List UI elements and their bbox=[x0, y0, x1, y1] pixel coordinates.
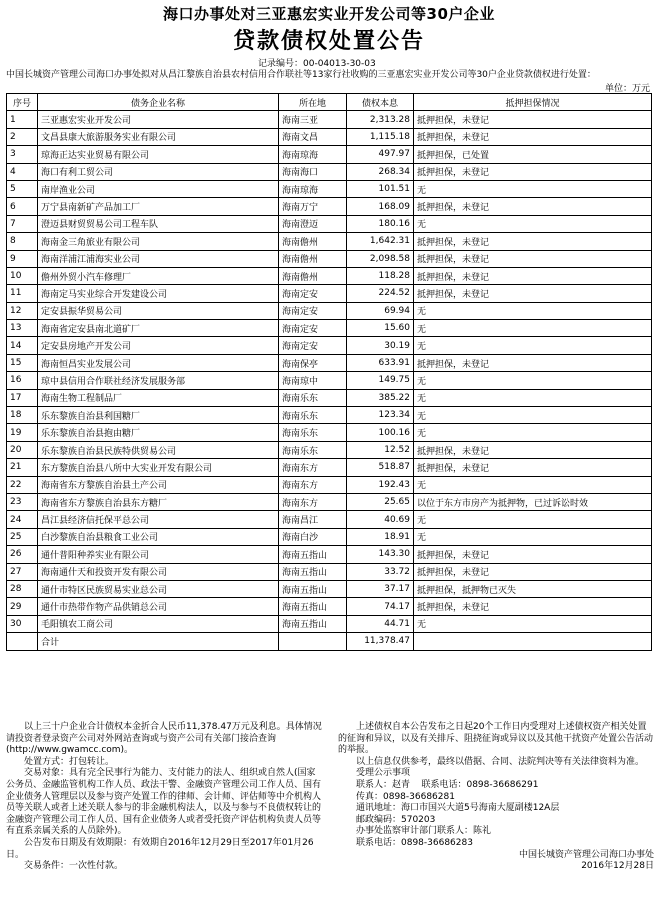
cell-index: 10 bbox=[7, 267, 38, 284]
cell-guarantee: 抵押担保，未登记 bbox=[414, 128, 652, 145]
cell-guarantee: 抵押担保，未登记 bbox=[414, 111, 652, 128]
header-index: 序号 bbox=[7, 94, 38, 111]
cell-amount: 192.43 bbox=[347, 476, 414, 493]
cell-location: 海南乐东 bbox=[279, 441, 347, 458]
cell-location: 海南儋州 bbox=[279, 267, 347, 284]
cell-amount: 2,098.58 bbox=[347, 250, 414, 267]
cell-guarantee: 以位于东方市房产为抵押物，已过诉讼时效 bbox=[414, 493, 652, 510]
table-row bbox=[7, 180, 652, 197]
total-row bbox=[7, 633, 652, 650]
total-value: 11,378.47 bbox=[347, 633, 414, 650]
cell-amount: 149.75 bbox=[347, 372, 414, 389]
cell-amount: 30.19 bbox=[347, 337, 414, 354]
table-row bbox=[7, 407, 652, 424]
cell-index: 24 bbox=[7, 511, 38, 528]
cell-guarantee: 抵押担保，未登记 bbox=[414, 267, 652, 284]
cell-guarantee: 抵押担保，未登记 bbox=[414, 563, 652, 580]
signature-org: 中国长城资产管理公司海口办事处 bbox=[518, 849, 654, 860]
signature-date: 2016年12月28日 bbox=[581, 861, 654, 872]
cell-amount: 268.34 bbox=[347, 163, 414, 180]
cell-location: 海南五指山 bbox=[279, 563, 347, 580]
cell-amount: 74.17 bbox=[347, 598, 414, 615]
cell-company: 乐东黎族自治县抱由糖厂 bbox=[38, 424, 279, 441]
cell-index: 28 bbox=[7, 580, 38, 597]
cell-amount: 143.30 bbox=[347, 546, 414, 563]
notice-paragraph: 公告发布日期及有效期限：有效期自2016年12月29日至2017年01月26日。 bbox=[6, 837, 314, 860]
cell-amount: 497.97 bbox=[347, 146, 414, 163]
cell-amount: 33.72 bbox=[347, 563, 414, 580]
unit-label: 单位：万元 bbox=[604, 84, 650, 94]
cell-amount: 18.91 bbox=[347, 528, 414, 545]
cell-company: 海南定马实业综合开发建设公司 bbox=[38, 285, 279, 302]
table-row bbox=[7, 302, 652, 319]
table-row bbox=[7, 285, 652, 302]
cell-guarantee: 抵押担保，未登记 bbox=[414, 598, 652, 615]
cell-index: 11 bbox=[7, 285, 38, 302]
table-row bbox=[7, 146, 652, 163]
notice-paragraph: 处置方式：打包转让。 bbox=[24, 756, 115, 767]
cell-company: 海南省东方黎族自治县东方糖厂 bbox=[38, 493, 279, 510]
cell-location: 海南乐东 bbox=[279, 407, 347, 424]
accept-label: 受理公示事项 bbox=[356, 768, 411, 779]
table-row bbox=[7, 372, 652, 389]
cell-index: 17 bbox=[7, 389, 38, 406]
cell-company: 通什市特区民族贸易实业总公司 bbox=[38, 580, 279, 597]
cell-guarantee: 抵押担保，未登记 bbox=[414, 198, 652, 215]
cell-guarantee: 抵押担保，未登记 bbox=[414, 285, 652, 302]
table-row bbox=[7, 511, 652, 528]
cell-index: 21 bbox=[7, 459, 38, 476]
cell-location: 海南文昌 bbox=[279, 128, 347, 145]
disclaimer-paragraph: 以上信息仅供参考，最终以借据、合同、法院判决等有关法律资料为准。 bbox=[356, 756, 645, 767]
cell-index: 8 bbox=[7, 233, 38, 250]
record-number: 记录编号：00-04013-30-03 bbox=[258, 59, 376, 69]
cell-company: 海南省东方黎族自治县土产公司 bbox=[38, 476, 279, 493]
cell-location: 海南琼海 bbox=[279, 146, 347, 163]
cell-index: 27 bbox=[7, 563, 38, 580]
cell-index: 19 bbox=[7, 424, 38, 441]
cell-location: 海南东方 bbox=[279, 476, 347, 493]
cell-index: 30 bbox=[7, 615, 38, 632]
cell-index: 20 bbox=[7, 441, 38, 458]
cell-location: 海南定安 bbox=[279, 337, 347, 354]
table-row bbox=[7, 337, 652, 354]
cell-index: 29 bbox=[7, 598, 38, 615]
table-row bbox=[7, 528, 652, 545]
cell-guarantee: 无 bbox=[414, 511, 652, 528]
cell-index: 25 bbox=[7, 528, 38, 545]
notice-paragraph: 以上三十户企业合计债权本金折合人民币11,378.47万元及利息。具体情况请投资者登录资产公司对外网站查询或与资产公司有关部门接洽查询(http://www.gwamcc.com)。 bbox=[6, 722, 322, 756]
cell-amount: 1,642.31 bbox=[347, 233, 414, 250]
cell-location: 海南儋州 bbox=[279, 233, 347, 250]
cell-index: 14 bbox=[7, 337, 38, 354]
cell-amount: 180.16 bbox=[347, 215, 414, 232]
cell-company: 昌江县经济信托保平总公司 bbox=[38, 511, 279, 528]
table-row bbox=[7, 424, 652, 441]
cell-company: 定安县房地产开发公司 bbox=[38, 337, 279, 354]
cell-amount: 224.52 bbox=[347, 285, 414, 302]
cell-company: 定安县振华贸易公司 bbox=[38, 302, 279, 319]
cell-index: 7 bbox=[7, 215, 38, 232]
cell-company: 儋州外贸小汽车修理厂 bbox=[38, 267, 279, 284]
cell-company: 通什普阳种养实业有限公司 bbox=[38, 546, 279, 563]
intro-paragraph: 中国长城资产管理公司海口办事处拟对从昌江黎族自治县农村信用合作联社等13家行社收购的三亚惠宏实业开发公司等30户企业贷款债权进行处置： bbox=[6, 70, 596, 80]
table-row bbox=[7, 598, 652, 615]
left-notice-column bbox=[6, 722, 322, 873]
cell-location: 海南乐东 bbox=[279, 424, 347, 441]
cell-index: 26 bbox=[7, 546, 38, 563]
table-row bbox=[7, 215, 652, 232]
cell-location: 海南五指山 bbox=[279, 546, 347, 563]
cell-company: 万宁县南新矿产品加工厂 bbox=[38, 198, 279, 215]
table-row bbox=[7, 250, 652, 267]
table-header-row bbox=[7, 94, 652, 111]
cell-index: 9 bbox=[7, 250, 38, 267]
cell-index: 3 bbox=[7, 146, 38, 163]
cell-guarantee: 无 bbox=[414, 528, 652, 545]
cell-amount: 2,313.28 bbox=[347, 111, 414, 128]
cell-index: 2 bbox=[7, 128, 38, 145]
header-company: 债务企业名称 bbox=[38, 94, 279, 111]
table-row bbox=[7, 163, 652, 180]
cell-index: 18 bbox=[7, 407, 38, 424]
cell-amount: 12.52 bbox=[347, 441, 414, 458]
cell-company: 东方黎族自治县八所中大实业开发有限公司 bbox=[38, 459, 279, 476]
table-row bbox=[7, 111, 652, 128]
table-row bbox=[7, 580, 652, 597]
cell-amount: 118.28 bbox=[347, 267, 414, 284]
cell-guarantee: 无 bbox=[414, 337, 652, 354]
cell-location: 海南定安 bbox=[279, 302, 347, 319]
cell-company: 澄迈县财贸贸易公司工程车队 bbox=[38, 215, 279, 232]
cell-guarantee: 抵押担保，未登记 bbox=[414, 163, 652, 180]
right-notice-column bbox=[338, 722, 654, 873]
table-row bbox=[7, 546, 652, 563]
cell-company: 琼海正达实业贸易有限公司 bbox=[38, 146, 279, 163]
cell-amount: 100.16 bbox=[347, 424, 414, 441]
cell-location: 海南白沙 bbox=[279, 528, 347, 545]
cell-index: 22 bbox=[7, 476, 38, 493]
postcode-line: 邮政编码：570203 bbox=[356, 814, 436, 825]
header-amount: 债权本息 bbox=[347, 94, 414, 111]
cell-index: 6 bbox=[7, 198, 38, 215]
cell-company: 毛阳镇农工商公司 bbox=[38, 615, 279, 632]
cell-index: 12 bbox=[7, 302, 38, 319]
cell-guarantee: 抵押担保，已处置 bbox=[414, 146, 652, 163]
notice-paragraph: 交易条件：一次性付款。 bbox=[24, 861, 124, 872]
audit-phone-line: 联系电话：0898-36686283 bbox=[356, 837, 473, 848]
cell-guarantee: 无 bbox=[414, 476, 652, 493]
title-line-1: 海口办事处对三亚惠宏实业开发公司等30户企业 bbox=[163, 5, 495, 23]
cell-company: 琼中县信用合作联社经济发展服务部 bbox=[38, 372, 279, 389]
table-row bbox=[7, 476, 652, 493]
table-row bbox=[7, 493, 652, 510]
cell-company: 白沙黎族自治县粮食工业公司 bbox=[38, 528, 279, 545]
cell-company: 海口有利工贸公司 bbox=[38, 163, 279, 180]
header-location: 所在地 bbox=[279, 94, 347, 111]
cell-index: 16 bbox=[7, 372, 38, 389]
fax-line: 传真：0898-36686281 bbox=[356, 791, 455, 802]
cell-location: 海南保亭 bbox=[279, 354, 347, 371]
cell-index: 15 bbox=[7, 354, 38, 371]
cell-index: 5 bbox=[7, 180, 38, 197]
cell-guarantee: 抵押担保，抵押物已灭失 bbox=[414, 580, 652, 597]
contact-line bbox=[338, 780, 654, 792]
cell-location: 海南琼中 bbox=[279, 372, 347, 389]
cell-location: 海南东方 bbox=[279, 493, 347, 510]
objection-paragraph: 上述债权自本公告发布之日起20个工作日内受理对上述债权资产相关处置的征询和异议，以及有关排斥、阻挠征询或异议以及其他干扰资产处置公告活动的举报。 bbox=[338, 722, 654, 756]
cell-amount: 37.17 bbox=[347, 580, 414, 597]
cell-company: 海南生物工程制品厂 bbox=[38, 389, 279, 406]
contact-person: 联系人：赵青 bbox=[356, 779, 411, 790]
cell-company: 文昌县康大旅游服务实业有限公司 bbox=[38, 128, 279, 145]
table-row bbox=[7, 459, 652, 476]
audit-contact-line: 办事处监察审计部门联系人：陈礼 bbox=[356, 826, 492, 837]
cell-guarantee: 无 bbox=[414, 372, 652, 389]
cell-guarantee: 无 bbox=[414, 424, 652, 441]
cell-amount: 15.60 bbox=[347, 320, 414, 337]
cell-guarantee: 抵押担保，未登记 bbox=[414, 546, 652, 563]
cell-guarantee: 无 bbox=[414, 389, 652, 406]
table-row bbox=[7, 389, 652, 406]
cell-amount: 123.34 bbox=[347, 407, 414, 424]
cell-location: 海南万宁 bbox=[279, 198, 347, 215]
cell-company: 海南恒昌实业发展公司 bbox=[38, 354, 279, 371]
cell-amount: 518.87 bbox=[347, 459, 414, 476]
cell-company: 三亚惠宏实业开发公司 bbox=[38, 111, 279, 128]
cell-location: 海南琼海 bbox=[279, 180, 347, 197]
cell-guarantee: 抵押担保，未登记 bbox=[414, 250, 652, 267]
cell-index: 4 bbox=[7, 163, 38, 180]
cell-company: 通什市热带作物产品供销总公司 bbox=[38, 598, 279, 615]
cell-amount: 25.65 bbox=[347, 493, 414, 510]
cell-company: 海南洋浦江浦海实业公司 bbox=[38, 250, 279, 267]
cell-company: 海南省定安县南北道矿厂 bbox=[38, 320, 279, 337]
cell-amount: 633.91 bbox=[347, 354, 414, 371]
cell-guarantee: 抵押担保，未登记 bbox=[414, 354, 652, 371]
cell-location: 海南三亚 bbox=[279, 111, 347, 128]
cell-guarantee: 抵押担保，未登记 bbox=[414, 441, 652, 458]
cell-index: 23 bbox=[7, 493, 38, 510]
cell-amount: 168.09 bbox=[347, 198, 414, 215]
cell-amount: 1,115.18 bbox=[347, 128, 414, 145]
cell-location: 海南定安 bbox=[279, 285, 347, 302]
cell-guarantee: 无 bbox=[414, 320, 652, 337]
cell-company: 海南通什天和投资开发有限公司 bbox=[38, 563, 279, 580]
cell-location: 海南五指山 bbox=[279, 580, 347, 597]
address-line: 通讯地址：海口市国兴大道5号海南大厦副楼12A层 bbox=[356, 803, 560, 814]
notice-paragraph: 交易对象：具有完全民事行为能力、支付能力的法人、组织或自然人(国家公务员、金融监管机构工作人员、政法干警、金融资产管理公司工作人员、国有企业债务人管理层以及参与资产处置工作的律师、会计师、评估师等中介机构人员等关联人或者上述关联人参与的非金融机构法人，以及与参与不良债权转让的金融资产管理公司工作人员、国有企业债务人或者受托资产评估机构负责人员等有直系亲属关系的人员除外)。 bbox=[6, 768, 322, 837]
cell-location: 海南儋州 bbox=[279, 250, 347, 267]
table-row bbox=[7, 354, 652, 371]
table-row bbox=[7, 267, 652, 284]
debt-table bbox=[6, 93, 652, 651]
cell-company: 南岸渔业公司 bbox=[38, 180, 279, 197]
cell-guarantee: 无 bbox=[414, 302, 652, 319]
cell-amount: 101.51 bbox=[347, 180, 414, 197]
cell-index: 1 bbox=[7, 111, 38, 128]
contact-phone: 联系电话：0898-36686291 bbox=[421, 779, 539, 790]
header-guarantee: 抵押担保情况 bbox=[414, 94, 652, 111]
cell-location: 海南定安 bbox=[279, 320, 347, 337]
page-title: 贷款债权处置公告 bbox=[232, 29, 425, 54]
table-row bbox=[7, 233, 652, 250]
cell-company: 乐东黎族自治县民族特供贸易公司 bbox=[38, 441, 279, 458]
cell-location: 海南五指山 bbox=[279, 598, 347, 615]
cell-guarantee: 无 bbox=[414, 407, 652, 424]
cell-company: 乐东黎族自治县利国糖厂 bbox=[38, 407, 279, 424]
table-row bbox=[7, 128, 652, 145]
cell-amount: 44.71 bbox=[347, 615, 414, 632]
table-row bbox=[7, 615, 652, 632]
cell-location: 海南海口 bbox=[279, 163, 347, 180]
cell-guarantee: 无 bbox=[414, 180, 652, 197]
cell-index: 13 bbox=[7, 320, 38, 337]
cell-location: 海南五指山 bbox=[279, 615, 347, 632]
cell-company: 海南金三角旅业有限公司 bbox=[38, 233, 279, 250]
cell-guarantee: 抵押担保，未登记 bbox=[414, 459, 652, 476]
cell-amount: 69.94 bbox=[347, 302, 414, 319]
table-row bbox=[7, 441, 652, 458]
cell-amount: 385.22 bbox=[347, 389, 414, 406]
cell-guarantee: 抵押担保，未登记 bbox=[414, 233, 652, 250]
table-row bbox=[7, 563, 652, 580]
total-label: 合计 bbox=[38, 633, 279, 650]
cell-location: 海南昌江 bbox=[279, 511, 347, 528]
cell-amount: 40.69 bbox=[347, 511, 414, 528]
table-row bbox=[7, 320, 652, 337]
cell-guarantee: 无 bbox=[414, 215, 652, 232]
table-row bbox=[7, 198, 652, 215]
cell-guarantee: 无 bbox=[414, 615, 652, 632]
cell-location: 海南东方 bbox=[279, 459, 347, 476]
cell-location: 海南乐东 bbox=[279, 389, 347, 406]
cell-location: 海南澄迈 bbox=[279, 215, 347, 232]
